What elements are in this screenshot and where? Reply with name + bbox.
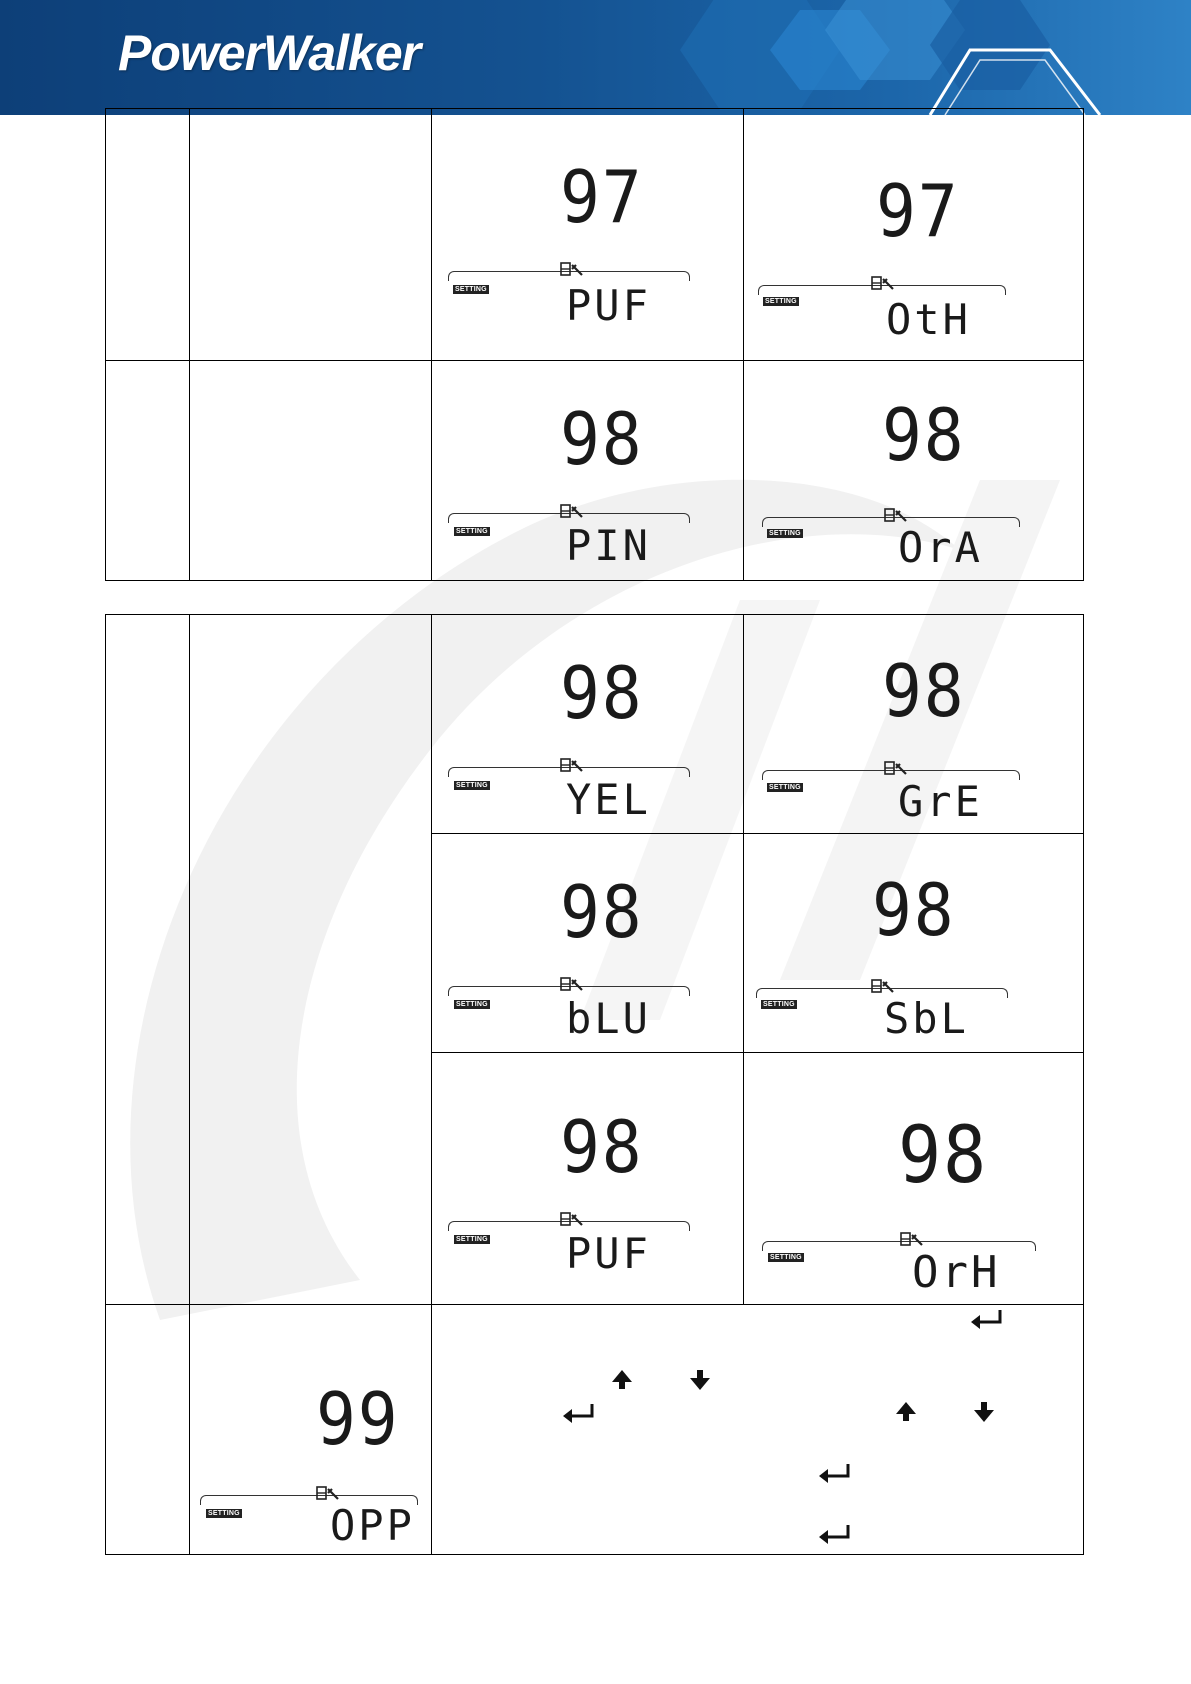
setting-badge: SETTING: [770, 1254, 802, 1261]
lcd-text: SbL: [884, 994, 969, 1043]
lcd-screen: [448, 870, 710, 1046]
lcd-cell: [744, 109, 1084, 361]
lcd-number: 99: [316, 1377, 400, 1461]
enter-icon: [818, 1523, 852, 1547]
setting-badge: SETTING: [456, 1236, 488, 1243]
lcd-screen: [200, 1377, 430, 1553]
down-arrow-icon: [972, 1401, 996, 1423]
program-number-cell: [106, 1305, 190, 1555]
setting-badge: SETTING: [765, 298, 797, 305]
lcd-cell: [190, 1305, 432, 1555]
lcd-screen: [758, 169, 1058, 355]
lcd-cell: [744, 1053, 1084, 1305]
tool-icon: [560, 757, 584, 775]
setting-badge: SETTING: [208, 1510, 240, 1517]
lcd-number: 97: [876, 169, 960, 253]
tool-icon: [884, 760, 908, 778]
enter-icon: [562, 1402, 596, 1426]
lcd-number: 98: [560, 870, 644, 954]
settings-table-bottom: [105, 614, 1084, 1555]
setting-badge: SETTING: [456, 528, 488, 535]
setting-badge: SETTING: [456, 782, 488, 789]
up-arrow-icon: [894, 1401, 918, 1423]
hexagon-decoration-icon: [600, 0, 1191, 115]
tool-icon: [560, 503, 584, 521]
setting-badge: SETTING: [763, 1001, 795, 1008]
lcd-text: OPP: [330, 1501, 415, 1550]
lcd-text: PUF: [566, 281, 651, 330]
setting-badge: SETTING: [456, 1001, 488, 1008]
description-cell: [190, 109, 432, 361]
header-banner: [0, 0, 1191, 115]
lcd-text: PUF: [566, 1229, 651, 1278]
lcd-screen: [448, 397, 710, 573]
tool-icon: [871, 275, 895, 293]
lcd-number: 98: [872, 868, 956, 952]
setting-badge: SETTING: [769, 530, 801, 537]
lcd-number: 98: [560, 651, 644, 735]
lcd-number: 98: [560, 397, 644, 481]
lcd-screen: [762, 1111, 1072, 1298]
lcd-screen: [762, 393, 1062, 572]
enter-icon: [970, 1308, 1004, 1332]
instruction-cell: [432, 1305, 1084, 1555]
lcd-screen: [448, 155, 710, 341]
lcd-cell: [744, 834, 1084, 1053]
lcd-cell: [432, 834, 744, 1053]
lcd-screen: [448, 1105, 710, 1291]
lcd-cell: [432, 109, 744, 361]
lcd-screen: [762, 649, 1062, 826]
lcd-text: OrA: [898, 523, 983, 572]
lcd-number: 98: [560, 1105, 644, 1189]
lcd-cell: [744, 361, 1084, 581]
program-number-cell: [106, 109, 190, 361]
lcd-number: 98: [882, 393, 966, 477]
tool-icon: [560, 1211, 584, 1229]
lcd-text: OrH: [912, 1247, 1001, 1298]
description-cell: [190, 361, 432, 581]
up-arrow-icon: [610, 1369, 634, 1391]
lcd-cell: [744, 615, 1084, 834]
lcd-text: GrE: [898, 777, 983, 826]
lcd-text: YEL: [566, 775, 651, 824]
lcd-screen: [448, 651, 710, 827]
lcd-cell: [432, 361, 744, 581]
lcd-screen: [756, 868, 1056, 1044]
lcd-number: 98: [882, 649, 966, 733]
description-cell: [190, 615, 432, 1305]
setting-badge: SETTING: [455, 286, 487, 293]
setting-badge: SETTING: [769, 784, 801, 791]
lcd-text: bLU: [566, 994, 651, 1043]
enter-icon: [818, 1462, 852, 1486]
tool-icon: [560, 976, 584, 994]
tool-icon: [560, 261, 584, 279]
lcd-cell: [432, 1053, 744, 1305]
settings-table-top: [105, 108, 1084, 581]
lcd-cell: [432, 615, 744, 834]
lcd-number: 98: [898, 1111, 989, 1201]
program-number-cell: [106, 615, 190, 1305]
down-arrow-icon: [688, 1369, 712, 1391]
brand-logo: PowerWalker: [118, 25, 421, 81]
lcd-number: 97: [560, 155, 644, 239]
lcd-text: OtH: [886, 295, 971, 344]
program-number-cell: [106, 361, 190, 581]
lcd-text: PIN: [566, 521, 651, 570]
